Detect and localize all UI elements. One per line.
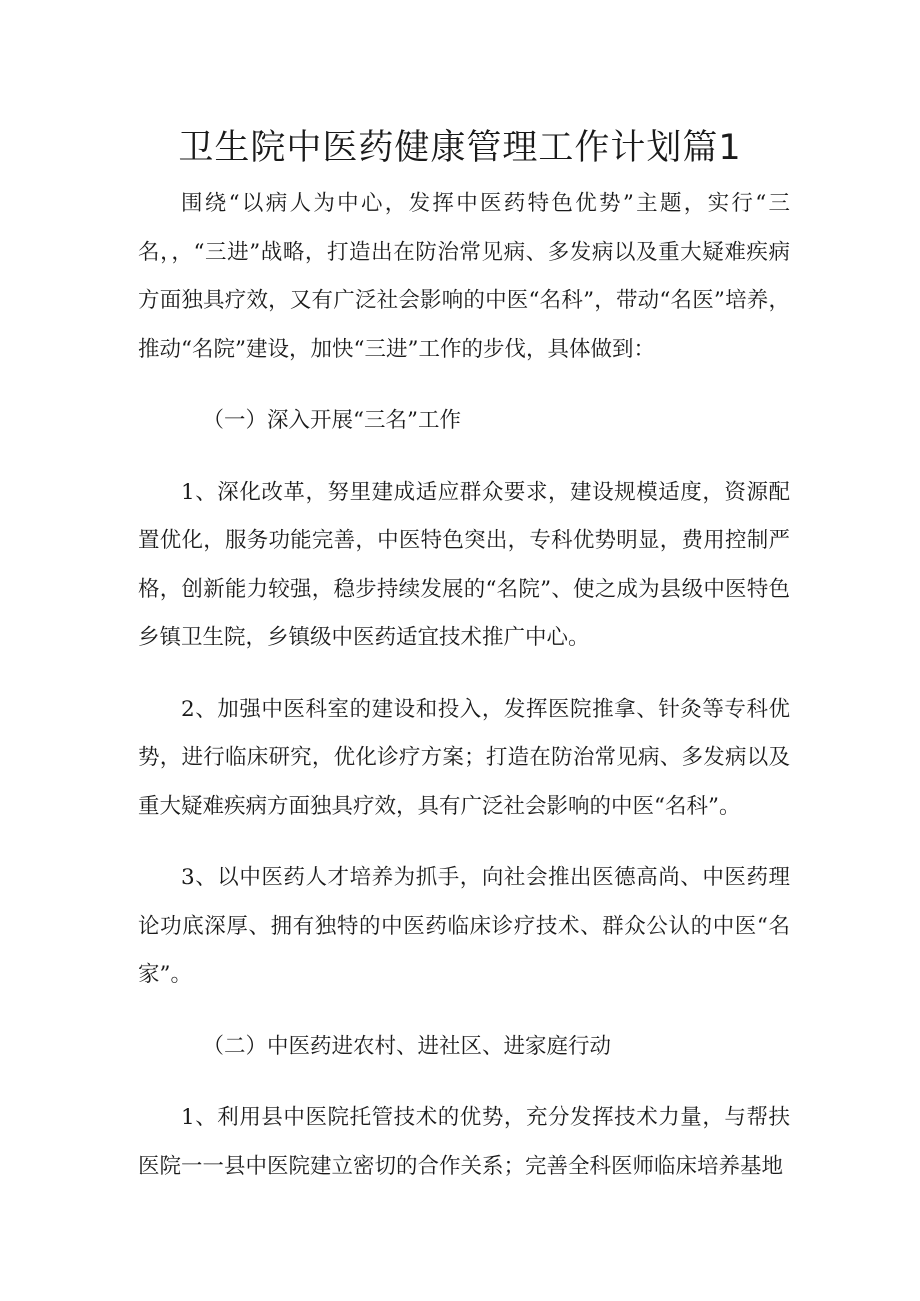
section-heading-2: （二）中医药进农村、进社区、进家庭行动 xyxy=(202,1033,612,1059)
section-heading-1: （一）深入开展“三名”工作 xyxy=(202,408,461,433)
section-2-item-1: 1、利用县中医院托管技术的优势，充分发挥技术力量，与帮扶医院一一县中医院建立密切的合作关系；完善全科医师临床培养基地 xyxy=(138,1105,790,1179)
section-1-item-3: 3、以中医药人才培养为抓手，向社会推出医德高尚、中医药理论功底深厚、拥有独特的中医药临床诊疗技术、群众公认的中医“名家”。 xyxy=(138,865,790,987)
document-body xyxy=(138,180,790,1191)
intro-paragraph: 围绕“以病人为中心，发挥中医药特色优势”主题，实行“三名，，“三进”战略，打造出在防治常见病、多发病以及重大疑难疾病方面独具疗效，又有广泛社会影响的中医“名科”，带动“名医”培养，推动“名院”建设，加快“三进”工作的步伐，具体做到： xyxy=(138,191,790,362)
section-1-item-2: 2、加强中医科室的建设和投入，发挥医院推拿、针灸等专科优势，进行临床研究，优化诊疗方案；打造在防治常见病、多发病以及重大疑难疾病方面独具疗效，具有广泛社会影响的中医“名科”。 xyxy=(138,696,790,819)
document-title: 卫生院中医药健康管理工作计划篇1 xyxy=(178,128,742,168)
section-1-item-1: 1、深化改革，努里建成适应群众要求，建设规模适度，资源配置优化，服务功能完善，中医特色突出，专科优势明显，费用控制严格，创新能力较强，稳步持续发展的“名院”、使之成为县级中医特色乡镇卫生院，乡镇级中医药适宜技术推广中心。 xyxy=(138,479,790,650)
